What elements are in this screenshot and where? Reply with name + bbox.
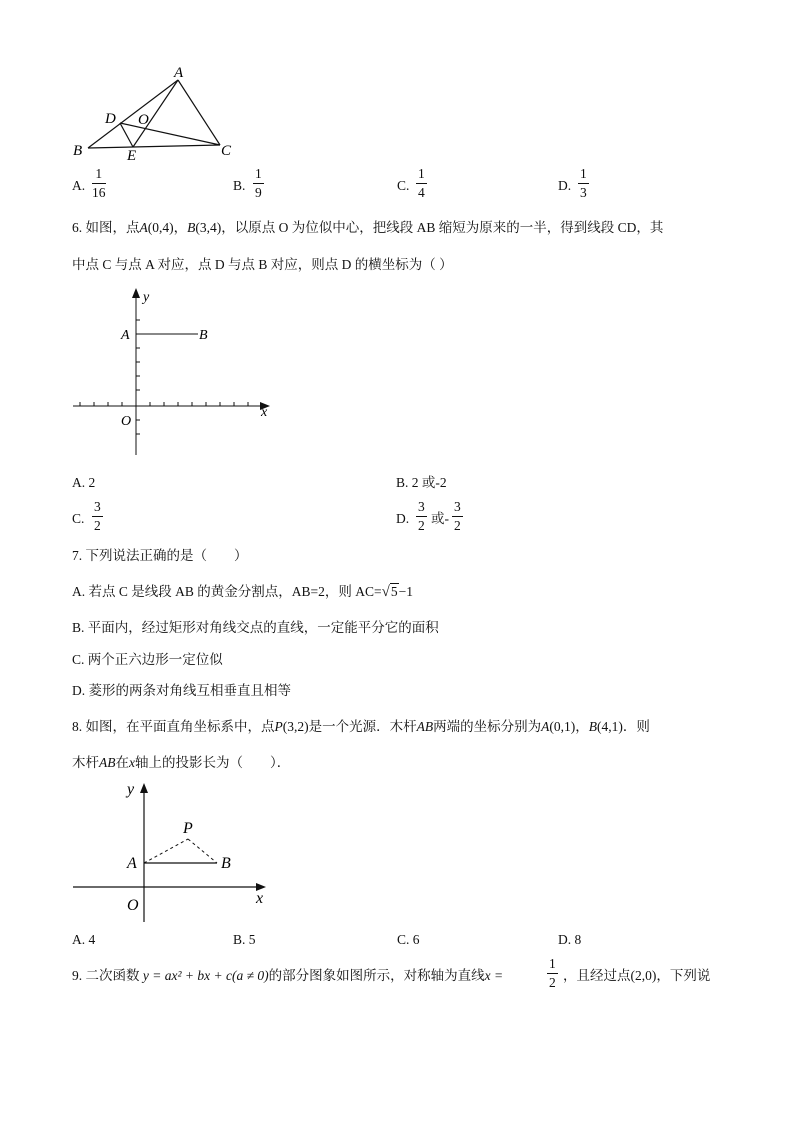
q5-option-b-num: 1 [255,166,262,181]
q5-label-E: E [127,148,137,164]
q6-option-d-fraction-1: 3 2 [418,499,425,533]
q7-option-b: B. 平面内，经过矩形对角线交点的直线，一定能平分它的面积 [72,620,439,635]
q6-option-d-fraction-2: 3 2 [454,499,461,533]
q6-label-O: O [121,414,132,429]
q6-stem-line2: 中点 C 与点 A 对应，点 D 与点 B 对应，则点 D 的横坐标为（ ） [72,257,453,272]
q5-label-D: D [105,111,116,127]
q9-stem-part1: 9. 二次函数 y = ax² + bx + c(a ≠ 0)的部分图象如图所示，对称轴为直线x = [72,968,504,983]
q6-label-A: A [121,328,130,343]
q6-option-a: A. 2 [72,475,96,490]
q6-stem-line1: 6. 如图，点A(0,4)，B(3,4)，以原点 O 为位似中心，把线段 AB 缩短为原来的一半，得到线段 CD，其 [72,220,664,235]
q8-label-y: y [127,781,135,798]
q5-label-B: B [73,143,83,159]
q9-stem-part2: ，且经过点(2,0)，下列说 [563,968,711,983]
q8-label-x: x [256,890,264,907]
q5-option-d-fraction [578,167,589,199]
q6-option-d-mid: 或- [431,511,449,526]
q8-option-d: D. 8 [558,932,582,947]
q7-stem: 7. 下列说法正确的是（ ） [72,548,248,563]
q8-stem-line2: 木杆AB在x轴上的投影长为（ ）． [72,755,291,770]
q5-option-a-fraction [92,167,106,199]
q8-option-a: A. 4 [72,932,96,947]
q5-option-b-den: 9 [255,184,262,200]
q5-option-d-num: 1 [580,166,587,181]
q8-label-B: B [221,855,231,872]
q8-label-A: A [127,855,137,872]
q6-option-d-letter: D. [396,511,410,526]
q7-option-d: D. 菱形的两条对角线互相垂直且相等 [72,683,291,698]
q7-option-a: A. 若点 C 是线段 AB 的黄金分割点，AB=2，则 AC=√5−1 [72,584,413,600]
q8-stem-line1: 8. 如图，在平面直角坐标系中，点P(3,2)是一个光源．木杆AB两端的坐标分别为A(0,1)，B(4,1)．则 [72,719,650,734]
q5-option-d-letter: D. [558,178,572,193]
q6-coordinate-figure [65,285,285,460]
q8-label-O: O [127,897,139,914]
q5-option-a-num: 1 [95,166,103,181]
q5-option-c-num: 1 [418,166,425,181]
q6-label-y: y [143,290,150,305]
q5-option-c-den: 4 [418,184,425,200]
q5-label-O: O [138,112,149,128]
q5-option-c-fraction [416,167,427,199]
q6-label-x: x [261,405,268,420]
q8-option-b: B. 5 [233,932,256,947]
q5-option-a-den: 16 [92,184,106,200]
q6-option-c-fraction: 3 2 [94,499,101,533]
q5-option-b-fraction [253,167,264,199]
q7-option-c: C. 两个正六边形一定位似 [72,652,223,667]
q5-label-A: A [174,65,184,81]
q5-label-C: C [221,143,232,159]
q5-option-b-letter: B. [233,178,246,193]
q6-label-B: B [199,328,208,343]
q6-option-b: B. 2 或-2 [396,475,447,490]
q5-option-d-den: 3 [580,184,587,200]
q8-label-P: P [183,820,193,837]
q8-coordinate-figure [65,777,280,927]
q5-triangle-figure [65,60,245,165]
q5-option-a-letter: A. [72,178,86,193]
q9-fraction: 1 2 [549,956,556,990]
q6-option-c-letter: C. [72,511,85,526]
q8-option-c: C. 6 [397,932,420,947]
q5-option-c-letter: C. [397,178,410,193]
